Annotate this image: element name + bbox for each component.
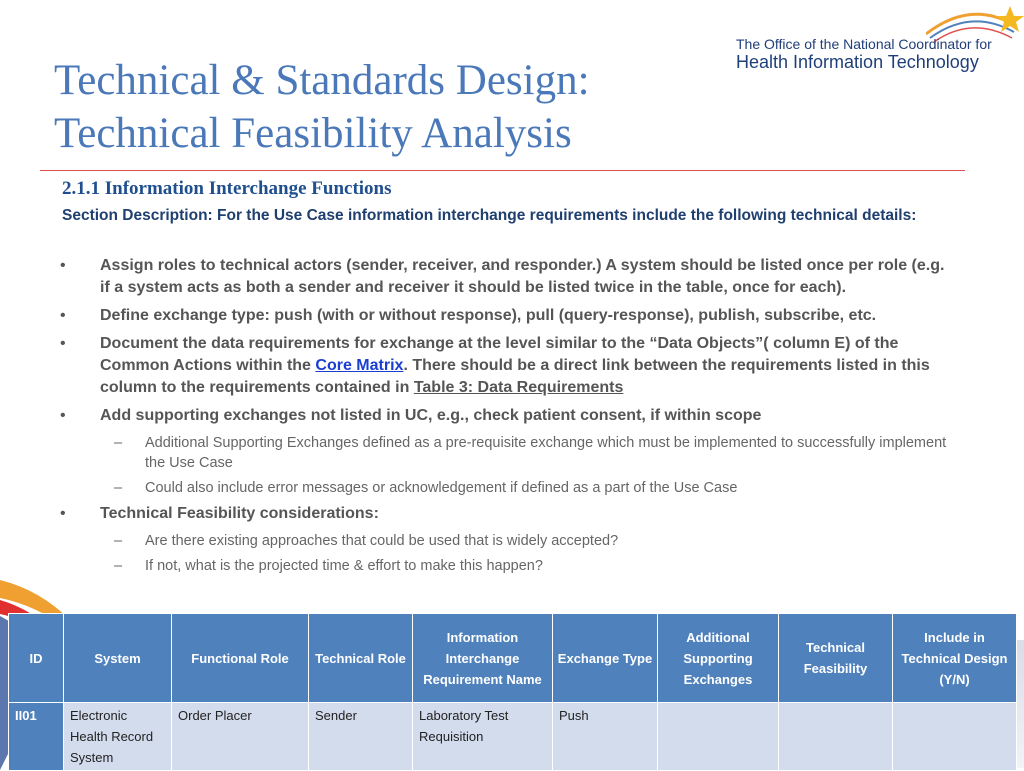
table-header-row <box>9 614 1017 703</box>
table-header-cell: Functional Role <box>172 614 309 703</box>
table-cell <box>779 703 893 771</box>
slide-title-line2: Technical Feasibility Analysis <box>54 110 572 157</box>
bullet-marker: • <box>60 407 66 424</box>
sub-bullet-error-messages <box>58 478 953 498</box>
slide-title <box>54 54 744 160</box>
table-cell-id: II01 <box>9 703 64 771</box>
data-requirements-link[interactable]: Table 3: Data Requirements <box>413 379 624 396</box>
bullet-exchange-type <box>58 305 953 327</box>
table-cell: Laboratory Test Requisition <box>413 703 553 771</box>
interchange-table <box>8 613 1017 771</box>
table-cell <box>893 703 1017 771</box>
bullet-feasibility <box>58 503 953 525</box>
section-description: Section Description: For the Use Case information interchange requirements include the following technical details: <box>62 207 917 224</box>
table-header-cell: Information Interchange Requirement Name <box>413 614 553 703</box>
bullet-text: Assign roles to technical actors (sender, receiver, and responder.) A system should be listed once per role (e.g. if a system acts as both a sender and receiver it should be listed twice in the table, once for each). <box>100 257 945 296</box>
section-heading: 2.1.1 Information Interchange Functions <box>62 178 392 199</box>
bullet-marker: • <box>60 505 66 522</box>
sub-bullet-marker: – <box>114 480 123 496</box>
core-matrix-link[interactable]: Core Matrix <box>315 357 404 374</box>
table-cell: Push <box>553 703 658 771</box>
sub-bullet-existing-approaches <box>58 531 953 551</box>
table-header-cell: Technical Role <box>309 614 413 703</box>
logo-text-line1: The Office of the National Coordinator for <box>736 36 992 52</box>
bullet-text: Technical Feasibility considerations: <box>100 505 379 522</box>
bullet-text-cont: . There should be a direct link between the requirements listed in this column to the requirements contained in <box>100 357 930 396</box>
table-header-cell: ID <box>9 614 64 703</box>
bullet-text: Define exchange type: push (with or without response), pull (query-response), publish, subscribe, etc. <box>100 307 877 324</box>
onc-logo <box>736 4 1024 76</box>
bullet-marker: • <box>60 257 66 274</box>
sub-bullet-text: If not, what is the projected time & effort to make this happen? <box>145 558 543 574</box>
table-header-cell: Include in Technical Design (Y/N) <box>893 614 1017 703</box>
table-header-cell: Additional Supporting Exchanges <box>658 614 779 703</box>
bullet-marker: • <box>60 307 66 324</box>
sub-bullet-text: Are there existing approaches that could be used that is widely accepted? <box>145 533 619 549</box>
table-cell: Electronic Health Record System <box>64 703 172 771</box>
bullet-text: Add supporting exchanges not listed in UC, e.g., check patient consent, if within scope <box>100 407 762 424</box>
table-row <box>9 703 1017 771</box>
bullet-marker: • <box>60 335 66 352</box>
bullet-assign-roles <box>58 255 953 299</box>
bullet-supporting-exchanges <box>58 405 953 427</box>
logo-text-line2: Health Information Technology <box>736 52 979 72</box>
sub-bullet-text: Could also include error messages or acknowledgement if defined as a part of the Use Case <box>145 480 738 496</box>
bullet-data-requirements <box>58 333 953 399</box>
sub-bullet-prerequisite <box>58 433 953 473</box>
table-cell: Sender <box>309 703 413 771</box>
table-header-cell: Exchange Type <box>553 614 658 703</box>
table-header-cell: Technical Feasibility <box>779 614 893 703</box>
sub-bullet-marker: – <box>114 533 123 549</box>
sub-bullet-marker: – <box>114 435 123 451</box>
table-cell <box>658 703 779 771</box>
requirements-bullet-list <box>58 255 953 581</box>
slide-title-line1: Technical & Standards Design: <box>54 57 590 104</box>
title-divider <box>40 170 965 171</box>
sub-bullet-text: Additional Supporting Exchanges defined as a pre-requisite exchange which must be implemented to successfully implement the Use Case <box>145 435 947 471</box>
bullet-text: Document the data requirements for exchange at the level similar to the “Data Objects”( column E) of the Common Actions within the <box>100 335 899 374</box>
sub-bullet-marker: – <box>114 558 123 574</box>
table-cell: Order Placer <box>172 703 309 771</box>
table-header-cell: System <box>64 614 172 703</box>
sub-bullet-projected-time <box>58 556 953 576</box>
